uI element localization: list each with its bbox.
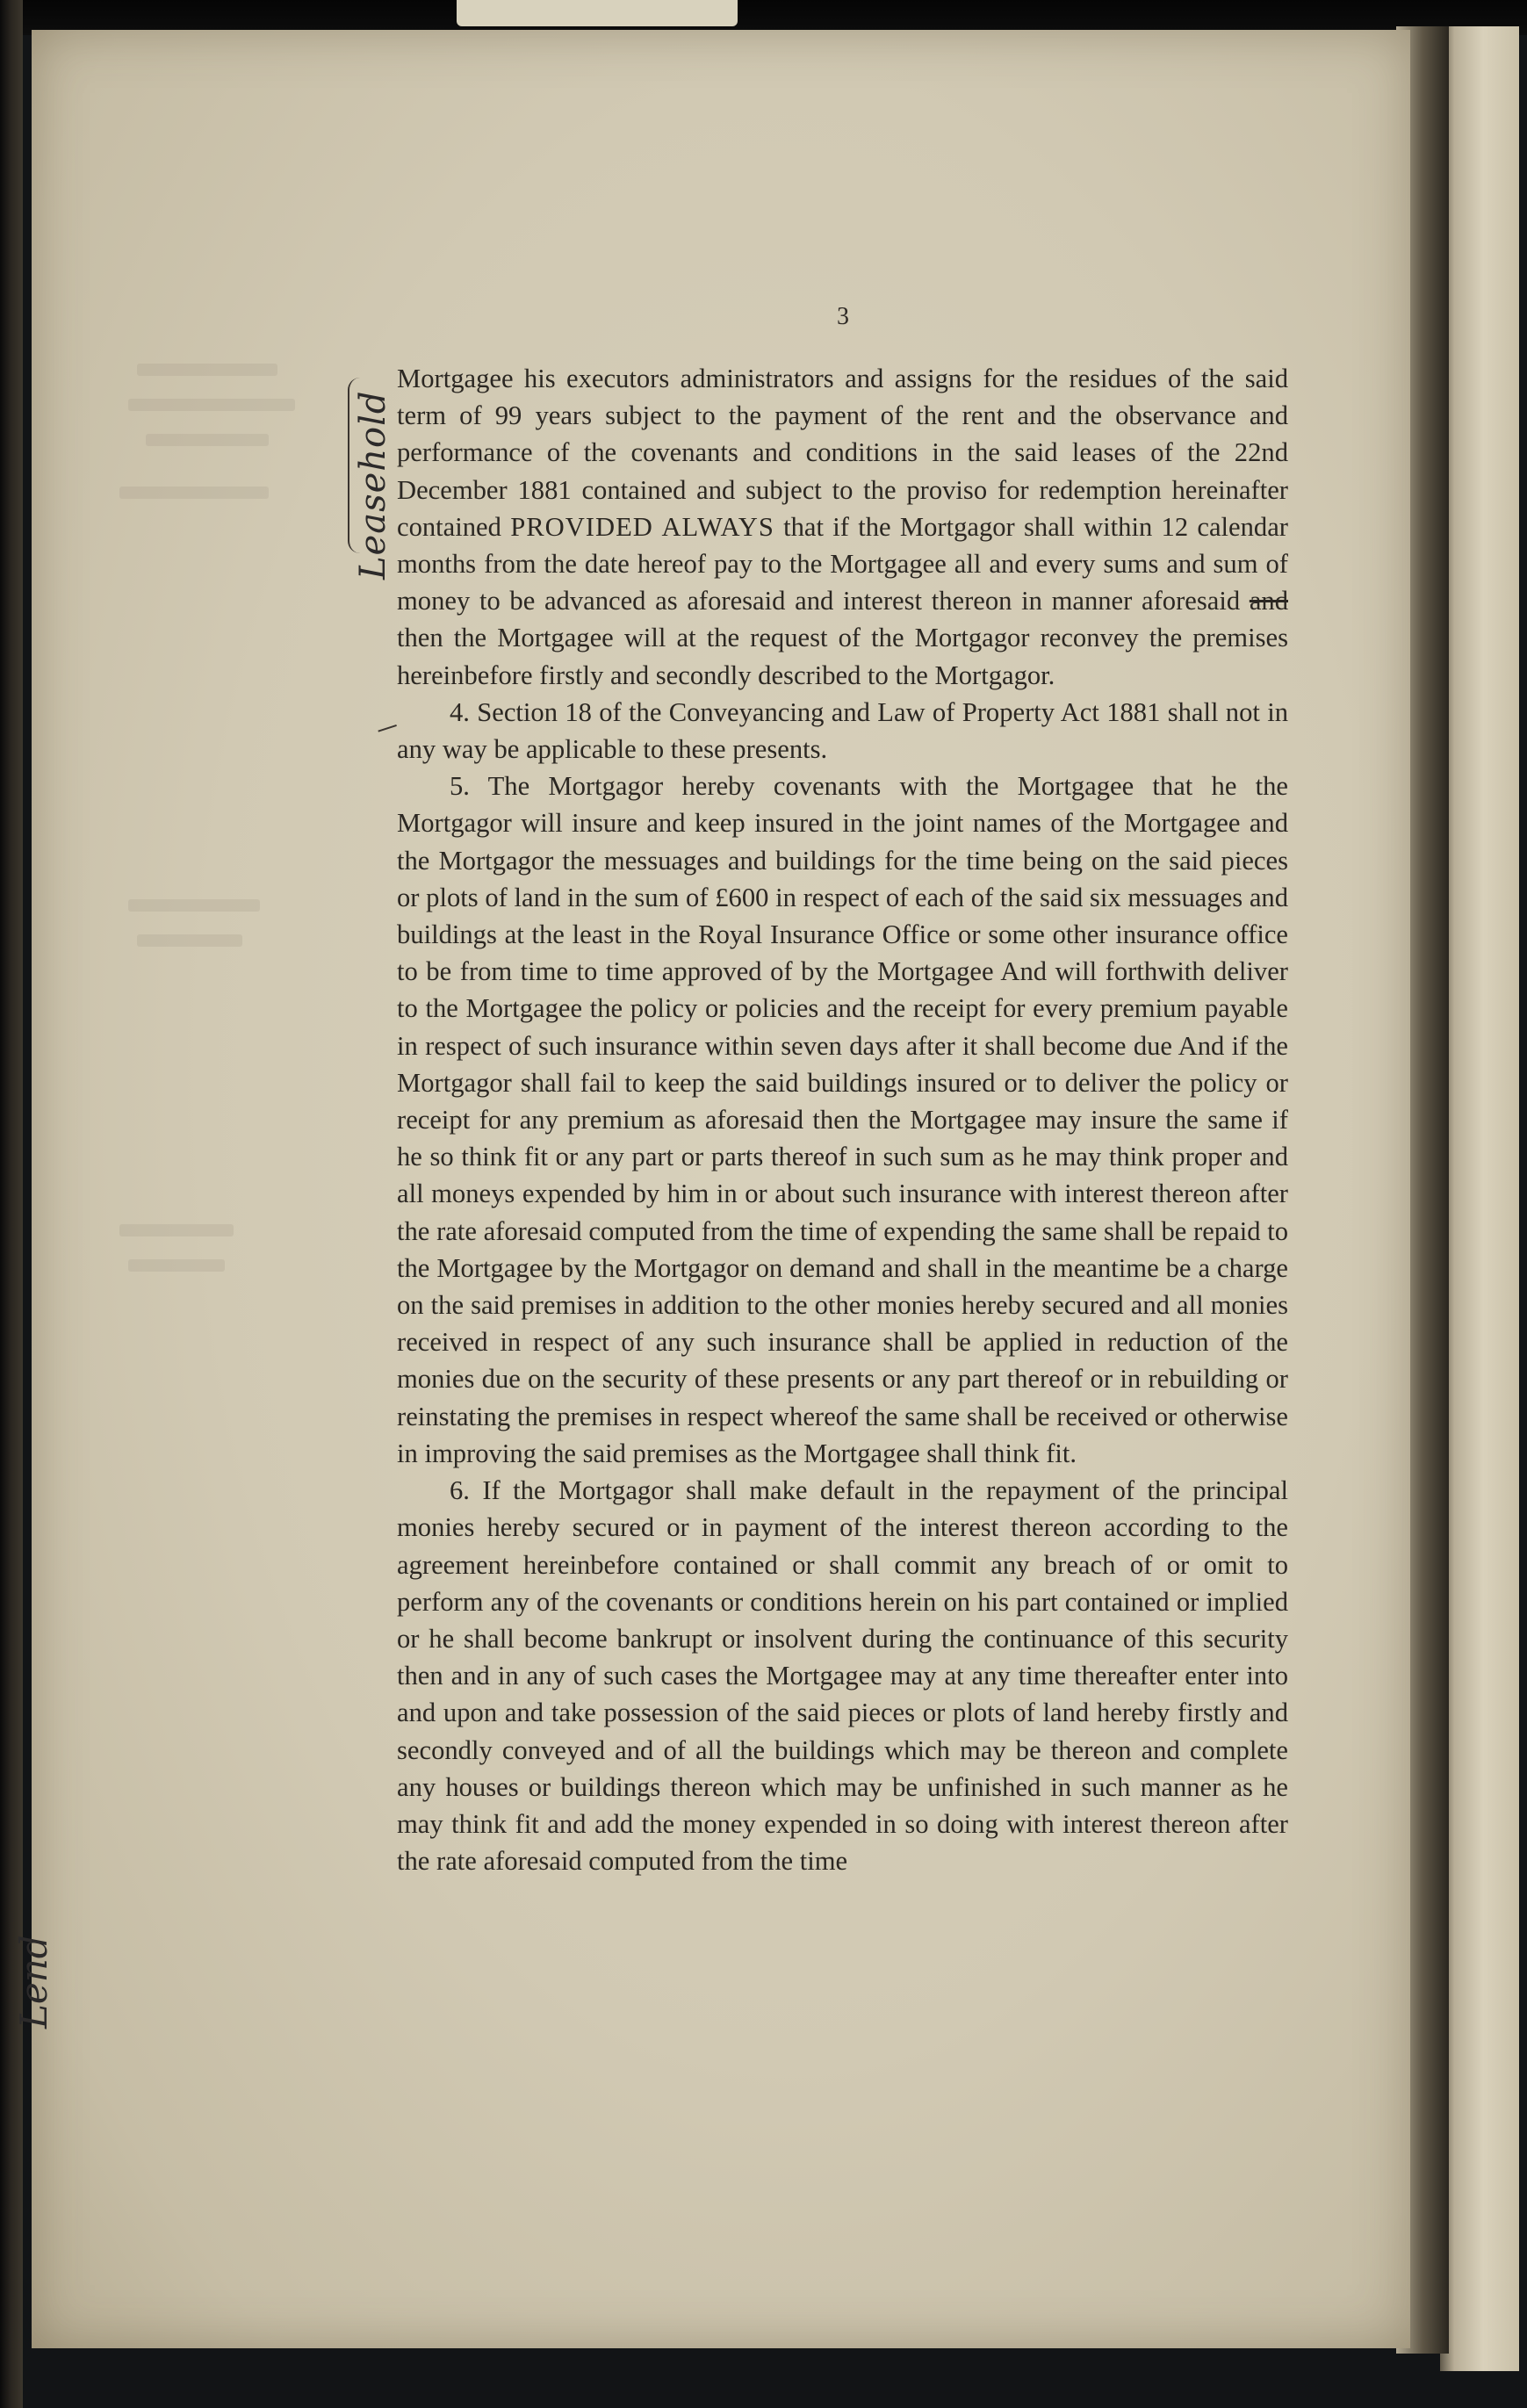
paragraph-text: then the Mortgagee will at the request of the Mortgagor reconvey the premises hereinbefore firstly and secondly described to the Mortgagor. [397, 623, 1288, 690]
show-through-mark [128, 399, 295, 411]
margin-note-left: Lend [12, 1935, 55, 2029]
right-edge-pages [1440, 26, 1519, 2371]
paragraph-continuation [397, 360, 1288, 694]
show-through-mark [137, 364, 277, 376]
struck-word: and [1249, 586, 1288, 616]
left-binding [0, 0, 23, 2408]
paragraph-text: Mortgagee his executors administrators and assigns for the residues of the said term of 99 years subject to the payment of the rent and the observance and performance of the covenants and conditions in the said leases of the 22nd December 1881 contained and subject to the proviso for redemption hereinafter contained [397, 364, 1288, 542]
show-through-mark [119, 1224, 234, 1236]
show-through-mark [137, 934, 242, 947]
show-through-mark [146, 434, 269, 446]
show-through-mark [128, 899, 260, 912]
paragraph-6: 6. If the Mortgagor shall make default in the repayment of the principal monies hereby secured or in payment of the interest thereon according to the agreement hereinbefore contained or shall commit any breach of or omit to perform any of the covenants or conditions herein on his part contained or implied or he shall become bankrupt or insolvent during the continuance of this security then and in any of such cases the Mortgagee may at any time thereafter enter into and upon and take possession of the said pieces or plots of land hereby firstly and secondly conveyed and of all the buildings which may be thereon and complete any houses or buildings thereon which may be unfinished in such manner as he may think fit and add the money expended in so doing with interest thereon after the rate aforesaid computed from the time [397, 1475, 1288, 1877]
show-through-mark [128, 1259, 225, 1272]
paragraph-5: 5. The Mortgagor hereby covenants with the Mortgagee that he the Mortgagor will insure and keep insured in the joint names of the Mortgagee and the Mortgagor the messuages and buildings for the time being on the said pieces or plots of land in the sum of £600 in respect of each of the said six messuages and buildings at the least in the Royal Insurance Office or some other insurance office to be from time to time approved of by the Mortgagee And will forthwith deliver to the Mortgagee the policy or policies and the receipt for every premium payable in respect of such insurance within seven days after it shall become due And if the Mortgagor shall fail to keep the said buildings insured or to deliver the policy or receipt for any premium as aforesaid then the Mortgagee may insure the same if he so think fit or any part or parts thereof in such sum as he may think proper and all moneys expended by him in or about such insurance with interest thereon after the rate aforesaid computed from the time of expending the same shall be repaid to the Mortgagee by the Mortgagor on demand and shall in the meantime be a charge on the said premises in addition to the other monies hereby secured and all monies received in respect of any such insurance shall be applied in reduction of the monies due on the security of these presents or any part thereof or in rebuilding or reinstating the premises in respect whereof the same shall be received or otherwise in improving the said premises as the Mortgagee shall think fit. [397, 771, 1288, 1468]
page-number: 3 [837, 303, 849, 330]
proviso-heading: PROVIDED ALWAYS [510, 511, 774, 542]
show-through-mark [119, 487, 269, 499]
margin-note-leasehold: Leasehold [353, 390, 393, 580]
document-body [397, 360, 1288, 1879]
torn-paper-scrap [457, 0, 738, 26]
paragraph-4: 4. Section 18 of the Conveyancing and Law of Property Act 1881 shall not in any way be applicable to these presents. [397, 696, 1288, 765]
paragraph-text: that if the Mortgagor shall within 12 calendar months from the date hereof pay to the Mortgagee all and every sums and sum of money to be advanced as aforesaid and interest thereon in manner aforesaid [397, 511, 1288, 616]
